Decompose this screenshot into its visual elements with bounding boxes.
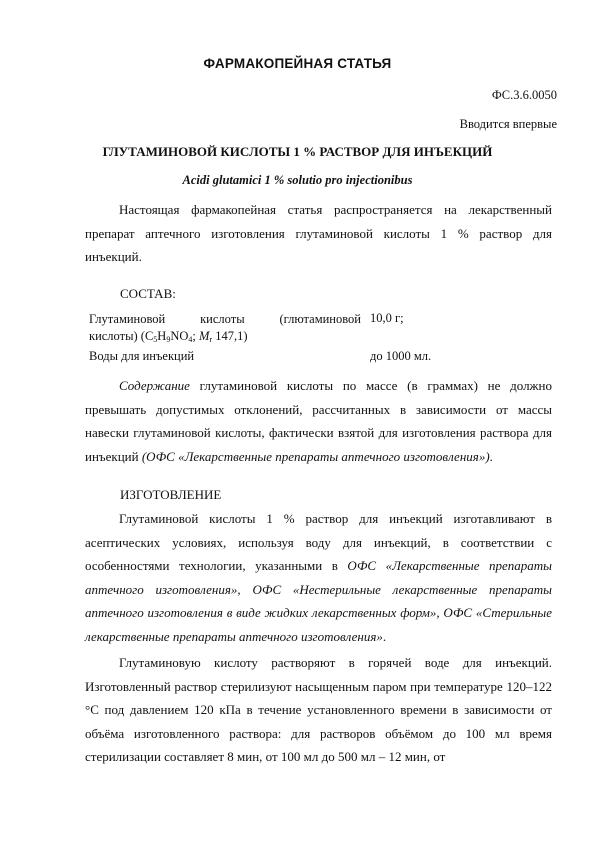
manufacturing-references: ОФС «Лекарственные препараты аптечного изготовления», ОФС «Нестерильные лекарственные препараты аптечного изготовления в виде жидких лекарственных форм», ОФС «Стерильные лекарственные препараты аптечного изготовления»: [85, 558, 552, 644]
document-title: ФАРМАКОПЕЙНАЯ СТАТЬЯ: [203, 56, 392, 71]
composition-item-name-line1: Глутаминовой кислоты (глютаминовой: [89, 312, 361, 326]
monograph-code: ФС.3.6.0050: [491, 88, 557, 102]
composition-item-name-line2: кислоты) ($C_5H_9NO_4$; $M_r$ 147,1): [89, 329, 248, 344]
composition-item-amount: 10,0 г;: [370, 311, 404, 325]
composition-item-glutamic-acid: [89, 311, 361, 345]
introduction-note: Вводится впервые: [459, 117, 557, 131]
content-lead: Содержание: [119, 378, 190, 393]
scope-paragraph: Настоящая фармакопейная статья распространяется на лекарственный препарат аптечного изготовления глутаминовой кислоты 1 % раствор для инъекций.: [85, 202, 552, 264]
composition-water-name: Воды для инъекций: [89, 349, 195, 363]
content-paragraph: Содержание глутаминовой кислоты по массе (в граммах) не должно превышать допустимых отклонений, рассчитанных в зависимости от массы навески глутаминовой кислоты, фактически взятой для изготовления раствора для инъекций (ОФС «Лекарственные препараты аптечного изготовления»).: [85, 378, 552, 464]
manufacturing-paragraph-1: Глутаминовой кислоты 1 % раствор для инъекций изготавливают в асептических условиях, используя воду для инъекций, в соответствии с особенностями технологии, указанными в ОФС «Лекарственные препараты аптечного изготовления», ОФС «Нестерильные лекарственные препараты аптечного изготовления в виде жидких лекарственных форм», ОФС «Стерильные лекарственные препараты аптечного изготовления».: [85, 511, 552, 644]
monograph-title: ГЛУТАМИНОВОЙ КИСЛОТЫ 1 % РАСТВОР ДЛЯ ИНЪЕКЦИЙ: [102, 144, 493, 159]
composition-heading: СОСТАВ:: [120, 286, 176, 301]
latin-title: Acidi glutamici 1 % solutio pro injectionibus: [182, 173, 413, 187]
manufacturing-heading: ИЗГОТОВЛЕНИЕ: [120, 487, 222, 502]
content-reference: (ОФС «Лекарственные препараты аптечного изготовления»): [141, 448, 490, 464]
manufacturing-paragraph-2: Глутаминовую кислоту растворяют в горячей воде для инъекций. Изготовленный раствор стерилизуют насыщенным паром при температуре 120–122 °С под давлением 120 кПа в течение установленного времени в зависимости от объёма изготовленного раствора: для растворов объёмом до 100 мл время стерилизации составляет 8 мин, от 100 мл до 500 мл – 12 мин, от: [85, 655, 552, 764]
composition-water-amount: до 1000 мл.: [370, 349, 432, 363]
